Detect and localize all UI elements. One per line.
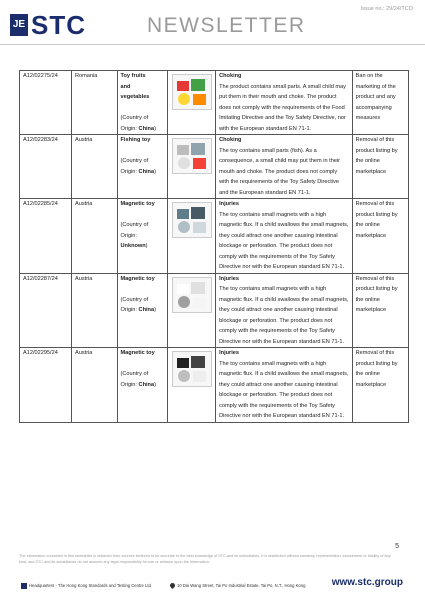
product-photo [172,202,212,238]
product-name: Magnetic toy [120,201,155,207]
country-of-label: (Country of [120,222,149,228]
reference-cell: A12/02275/24 [20,71,72,135]
description-cell [216,348,353,423]
product-cell: Magnetic toy (Country of Origin: Unknown) [117,199,168,274]
measure-cell: Removal of this product listing by the online marketplace [352,348,408,423]
country-of-label: (Country of [120,371,149,377]
measure-cell: Removal of this product listing by the online marketplace [352,135,408,199]
measure-cell: Removal of this product listing by the online marketplace [352,273,408,348]
reference-cell: A12/02285/24 [20,199,72,274]
image-cell [168,135,216,199]
risk-type: Injuries [219,201,239,207]
image-cell [168,273,216,348]
stc-logo-text: STC [31,10,86,40]
table-row [20,135,409,199]
measure-cell: Removal of this product listing by the online marketplace [352,199,408,274]
header-divider [0,44,425,45]
issue-number: Issue no.: 29/24/TCO [360,6,413,12]
product-photo [172,74,212,110]
table-row [20,348,409,423]
website-link[interactable]: www.stc.group [331,577,403,588]
risk-description: The toy contains small magnets with a high magnetic flux. If a child swallows the small magnets, they could attract one another causing intestinal blockage or perforation. The product does not comply with the requirements of the Toy Safety Directive nor with the European standard EN 71-1. [219,286,349,345]
risk-type: Injuries [219,275,239,282]
risk-description: The toy contains small magnets with a high magnetic flux. If a child swallows the small magnets, they could attract one another causing intestinal blockage or perforation. The product does not comply with the requirements of the Toy Safety Directive nor with the European standard EN 71-1. [219,211,349,270]
table-row [20,71,409,135]
country-cell: Romania [72,71,118,135]
description-cell [216,273,353,348]
image-cell [168,199,216,274]
table-row [20,199,409,274]
risk-type: Injuries [219,350,239,356]
origin-value: China [138,307,155,313]
disclaimer: The information contained in this newsletter is obtained from sources believed to be accurate to the best knowledge of STC and its subsidiaries. It is distributed without warranty, representation, inducement or liability of any kind, and STC and its subsidiaries do not assume any legal responsibility for use or reliance upon the information. [19,554,391,564]
page-number: 5 [395,543,399,550]
risk-type: Choking [219,73,242,79]
footer-hq-text: Headquarters - The Hong Kong Standards and Testing Centre Ltd. [29,583,152,589]
country-cell: Austria [72,199,118,274]
reference-cell: A12/02287/24 [20,273,72,348]
newsletter-header [0,0,425,50]
location-pin-icon [169,582,176,589]
product-name: Magnetic toy [120,350,155,356]
product-cell: Magnetic toy (Country of Origin: China) [117,348,168,423]
product-name-line2: and [120,83,131,90]
country-cell: Austria [72,273,118,348]
risk-description: The toy contains small parts (fish). As a consequence, a small child may put them in their mouth and choke. The product does not comply with the requirements of the Toy Safety Directive and the European standard EN 71-1. [219,147,341,196]
reference-cell: A12/02283/24 [20,135,72,199]
origin-value: China [138,381,155,388]
product-name-line3: vegetables [120,94,150,100]
reference-cell: A12/02295/24 [20,348,72,423]
product-photo [172,351,212,387]
country-of-label: (Country of [120,158,149,164]
newsletter-title: NEWSLETTER [147,14,306,37]
product-name: Toy fruits [120,73,146,79]
risk-type: Choking [219,137,242,143]
product-name: Magnetic toy [120,275,155,282]
building-icon [21,583,27,589]
risk-description: The product contains small parts. A small child may put them in their mouth and choke. The product does not comply with the requirements of the Food Imitating Directive and the Toy Safety Directive, nor with the European standard EN 71-1. [219,83,346,132]
product-cell: Toy fruits and vegetables (Country of Origin: China) [117,71,168,135]
measure-cell: Ban on the marketing of the product and any accompanying measures [352,71,408,135]
description-cell [216,199,353,274]
product-cell: Fishing toy (Country of Origin: China) [117,135,168,199]
stc-logo-mark: JE [10,14,28,36]
origin-label: Origin: [120,307,139,313]
image-cell [168,71,216,135]
footer-address-text: 10 Dai Wang Street, Tai Po Industrial Estate, Tai Po, N.T., Hong Kong [177,583,306,588]
description-cell [216,71,353,135]
image-cell [168,348,216,423]
product-name: Fishing toy [120,137,151,143]
table-row [20,273,409,348]
risk-description: The toy contains small magnets with a high magnetic flux. If a child swallows the small magnets, they could attract one another causing intestinal blockage or perforation. The product does not comply with the requirements of the Toy Safety Directive nor with the European standard EN 71-1. [219,360,349,419]
product-cell: Magnetic toy (Country of Origin: China) [117,273,168,348]
origin-label: Origin: [120,168,139,175]
footer [0,574,425,600]
product-photo [172,138,212,174]
product-photo [172,277,212,313]
origin-label: Origin: [120,125,139,132]
footer-address [170,583,305,588]
origin-value: Unknown [120,243,146,249]
origin-label: Origin: [120,381,139,388]
origin-label: Origin: [120,232,137,239]
country-cell: Austria [72,135,118,199]
description-cell [216,135,353,199]
country-of-label: (Country of [120,115,149,121]
origin-value: China [138,125,155,132]
origin-value: China [138,168,155,175]
country-of-label: (Country of [120,296,149,303]
country-cell: Austria [72,348,118,423]
footer-hq [21,583,152,589]
recall-table [19,70,409,423]
